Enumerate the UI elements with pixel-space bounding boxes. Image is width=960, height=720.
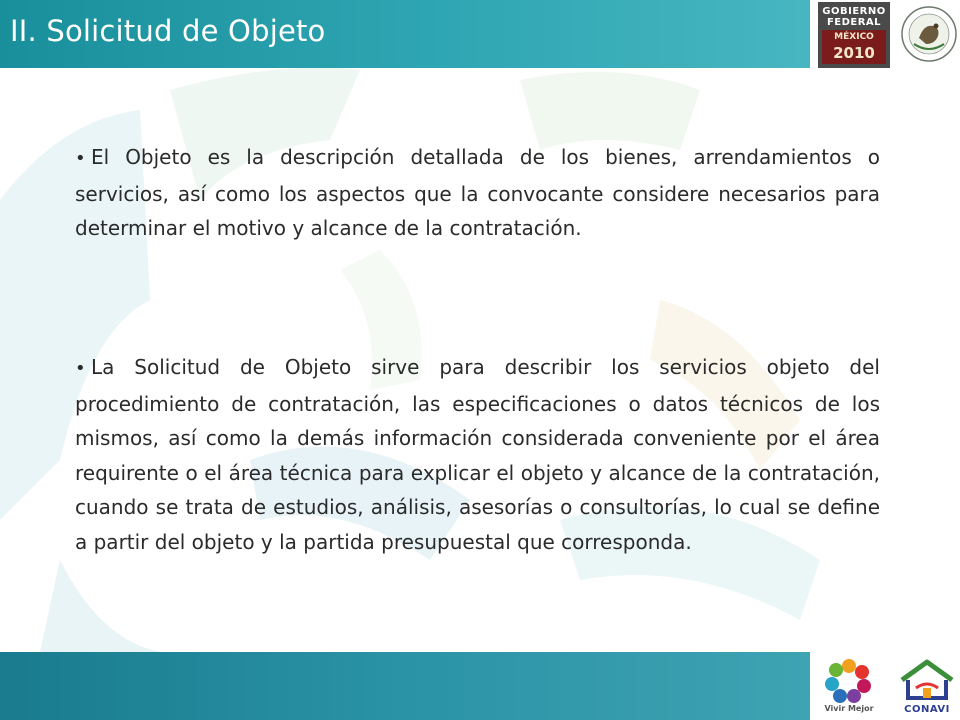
paragraph-text: La Solicitud de Objeto sirve para describir los servicios objeto del procedimiento de contratación, las especificaciones o datos técnicos de los mismos, así como la demás información considerada conveniente por el área requirente o el área técnica para explicar el objeto y alcance de la contratación, cuando se trata de estudios, análisis, asesorías o consultorías, lo cual se define a partir del objeto y la partida presupuestal que corresponda.	[75, 355, 880, 554]
paragraph-solicitud	[75, 350, 880, 559]
bullet-icon: •	[75, 358, 86, 379]
conavi-label: CONAVI	[904, 704, 950, 715]
header-logos	[810, 0, 960, 68]
mexican-seal-icon	[900, 4, 958, 64]
gobierno-label: GOBIERNO	[822, 6, 886, 17]
house-icon	[894, 658, 960, 704]
footer-logos	[810, 652, 960, 720]
vivir-mejor-label: Vivir Mejor	[824, 704, 874, 713]
footer-bar	[0, 652, 810, 720]
gobierno-federal-logo	[818, 2, 890, 68]
mexico-label: MÉXICO	[834, 32, 874, 42]
year-label: 2010	[833, 44, 875, 62]
bullet-icon: •	[75, 148, 86, 169]
vivir-mejor-logo	[818, 658, 880, 718]
paragraph-text: El Objeto es la descripción detallada de los bienes, arrendamientos o servicios, así como los aspectos que la convocante considere necesarios para determinar el motivo y alcance de la contratación.	[75, 145, 880, 240]
mexico-2010-badge	[822, 30, 886, 64]
header-bar	[0, 0, 810, 68]
conavi-logo	[894, 658, 960, 718]
page-title: II. Solicitud de Objeto	[10, 14, 326, 48]
paragraph-objeto	[75, 140, 880, 246]
flower-icon	[818, 658, 880, 704]
federal-label: FEDERAL	[826, 17, 882, 28]
